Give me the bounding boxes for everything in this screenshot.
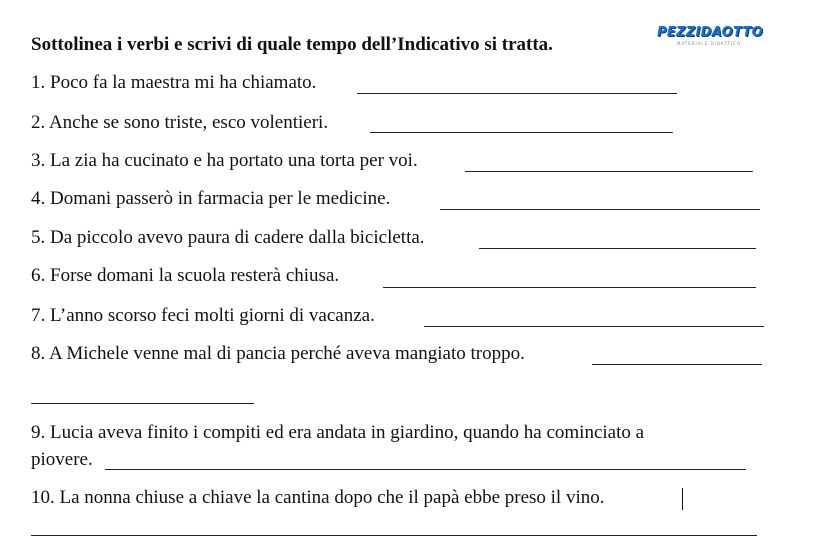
exercise-item-2: 2. Anche se sono triste, esco volentieri. — [31, 112, 329, 133]
answer-line-10[interactable] — [31, 535, 757, 536]
exercise-item-7: 7. L’anno scorso feci molti giorni di vacanza. — [31, 305, 375, 326]
exercise-item-6: 6. Forse domani la scuola resterà chiusa. — [31, 265, 340, 286]
answer-line-9[interactable] — [105, 469, 746, 470]
answer-line-7[interactable] — [424, 326, 764, 327]
text-cursor — [682, 488, 683, 510]
exercise-item-1: 1. Poco fa la maestra mi ha chiamato. — [31, 72, 317, 93]
answer-line-4[interactable] — [440, 209, 760, 210]
answer-line-8-continued[interactable] — [31, 403, 254, 404]
logo-wordmark: PEZZIDAOTTO — [657, 25, 763, 40]
answer-line-2[interactable] — [370, 132, 673, 133]
answer-line-3[interactable] — [465, 171, 753, 172]
answer-line-5[interactable] — [479, 248, 756, 249]
answer-line-6[interactable] — [383, 287, 756, 288]
exercise-item-3: 3. La zia ha cucinato e ha portato una torta per voi. — [31, 150, 418, 171]
answer-line-1[interactable] — [357, 93, 677, 94]
exercise-item-4: 4. Domani passerò in farmacia per le medicine. — [31, 188, 391, 209]
worksheet-title: Sottolinea i verbi e scrivi di quale tempo dell’Indicativo si tratta. — [31, 34, 553, 55]
exercise-item-10: 10. La nonna chiuse a chiave la cantina dopo che il papà ebbe preso il vino. — [31, 487, 605, 508]
exercise-item-9: 9. Lucia aveva finito i compiti ed era andata in giardino, quando ha cominciato a — [31, 422, 645, 443]
exercise-item-5: 5. Da piccolo avevo paura di cadere dalla bicicletta. — [31, 227, 425, 248]
pezzidaotto-logo — [657, 25, 761, 47]
exercise-item-9-continued: piovere. — [31, 449, 93, 470]
logo-tagline: MATERIALE DIDATTICO — [676, 41, 742, 46]
answer-line-8[interactable] — [592, 364, 762, 365]
exercise-item-8: 8. A Michele venne mal di pancia perché aveva mangiato troppo. — [31, 343, 525, 364]
